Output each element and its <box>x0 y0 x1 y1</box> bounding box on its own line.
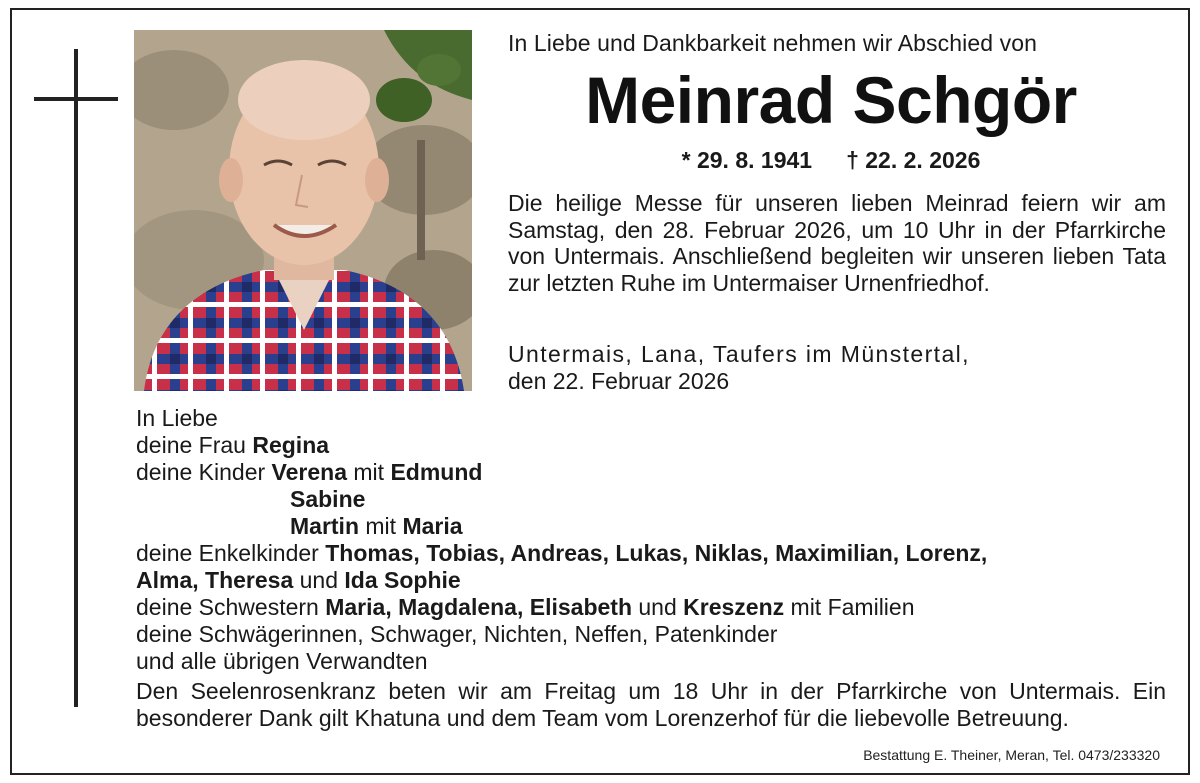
family-children <box>136 459 1166 486</box>
death-date: † 22. 2. 2026 <box>846 147 981 173</box>
sisters-names: Maria, Magdalena, Elisabeth <box>325 594 632 620</box>
family-sisters <box>136 594 1166 621</box>
undertaker-info: Bestattung E. Theiner, Meran, Tel. 0473/233320 <box>863 747 1160 763</box>
sisters-suffix: mit Familien <box>784 594 915 620</box>
intro-text: In Liebe und Dankbarkeit nehmen wir Abschied von <box>508 30 1038 56</box>
with-text: mit <box>347 459 391 485</box>
place-and-date <box>508 341 1158 395</box>
place-line: Untermais, Lana, Taufers im Münstertal, <box>508 341 970 367</box>
family-wife <box>136 432 1166 459</box>
cross-icon-bar <box>34 97 118 101</box>
grandchildren-names: Alma, Theresa <box>136 567 294 593</box>
and-text: und <box>632 594 684 620</box>
birth-date: * 29. 8. 1941 <box>681 147 813 173</box>
family-relatives: und alle übrigen Verwandten <box>136 648 428 674</box>
partner-name: Edmund <box>390 459 483 485</box>
grandchildren-names: Ida Sophie <box>344 567 461 593</box>
family-in-laws: deine Schwägerinnen, Schwager, Nichten, Neffen, Patenkinder <box>136 621 778 647</box>
date-line: den 22. Februar 2026 <box>508 368 730 394</box>
family-grandchildren <box>136 540 1166 567</box>
child-name: Sabine <box>290 486 366 512</box>
deceased-name: Meinrad Schgör <box>585 63 1077 137</box>
child-name: Martin <box>290 513 359 539</box>
wife-name: Regina <box>252 432 330 458</box>
family-child-row <box>136 486 1166 513</box>
grandchildren-prefix: deine Enkelkinder <box>136 540 326 566</box>
and-text: und <box>293 567 345 593</box>
children-prefix: deine Kinder <box>136 459 272 485</box>
partner-name: Maria <box>402 513 463 539</box>
family-child-row <box>136 513 1166 540</box>
closing-text: Den Seelenrosenkranz beten wir am Freitag um 18 Uhr in der Pfarrkirche von Untermais. Ein besonderer Dank gilt Khatuna und dem Team vom Lorenzerhof für die liebevolle Betreuung. <box>136 678 1166 731</box>
mass-announcement: Die heilige Messe für unseren lieben Meinrad feiern wir am Samstag, den 28. Februar 2026, um 10 Uhr in der Pfarrkirche von Untermais. Anschließend begleiten wir unseren lieben Tata zur letzten Ruhe im Untermaiser Urnenfriedhof. <box>508 190 1166 296</box>
sisters-prefix: deine Schwestern <box>136 594 326 620</box>
cross-icon <box>74 49 78 707</box>
child-name: Verena <box>271 459 347 485</box>
family-grandchildren-cont <box>136 567 1166 594</box>
family-list <box>136 405 1166 675</box>
wife-prefix: deine Frau <box>136 432 253 458</box>
grandchildren-names: Thomas, Tobias, Andreas, Lukas, Niklas, Maximilian, Lorenz, <box>325 540 988 566</box>
family-in-liebe: In Liebe <box>136 405 218 431</box>
portrait-photo <box>134 30 472 391</box>
with-text: mit <box>359 513 403 539</box>
sisters-names: Kreszenz <box>683 594 785 620</box>
life-dates <box>508 147 1154 174</box>
